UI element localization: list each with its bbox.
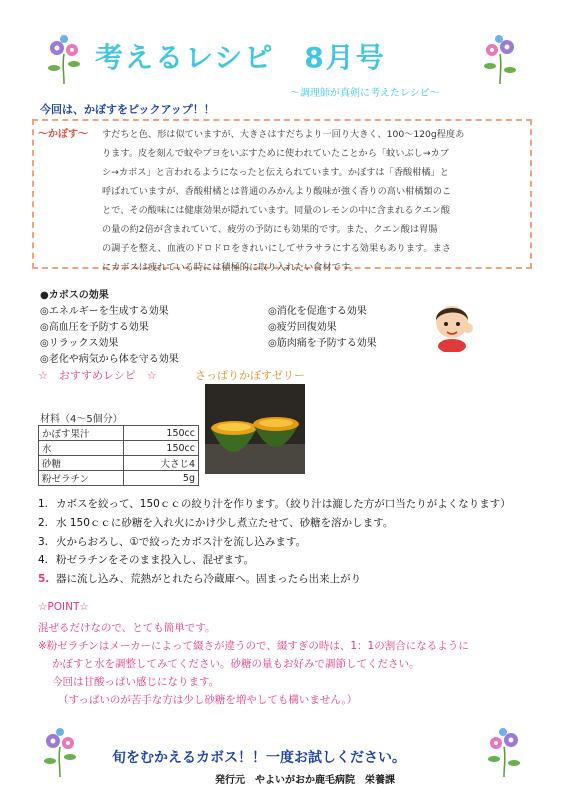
- recipe-name: さっぱりかぼすゼリー: [195, 369, 305, 382]
- step-text: 火からおろし、①で絞ったカボス汁を流し込みます。: [56, 535, 307, 548]
- effect-item: ◎消化を促進する効果: [268, 306, 367, 317]
- point-label: ☆POINT☆: [38, 601, 89, 613]
- material-item: 砂糖: [39, 456, 124, 471]
- point-notes: [38, 619, 548, 709]
- pickup-heading: 今回は、かぼすをピックアップ！！: [40, 103, 215, 116]
- boy-character-icon: [428, 296, 476, 352]
- step-item: [38, 533, 538, 552]
- description-line: すだちと色、形は似ていますが、大きさはすだちより一回り大きく、100～120g程度あ: [102, 129, 465, 140]
- material-amount: 150cc: [124, 441, 199, 456]
- morning-glory-flower-icon: [482, 727, 526, 779]
- effect-item: ◎エネルギーを生成する効果: [40, 306, 169, 317]
- step-text: 水 150ｃｃに砂糖を入れ火にかけ少し煮立たせて、砂糖を溶かします。: [56, 516, 394, 529]
- step-text: 器に流し込み、荒熱がとれたら冷蔵庫へ。固まったら出来上がり: [56, 573, 362, 586]
- step-number: 5.: [38, 573, 50, 586]
- note-line: （すっぱいのが苦手な方は少し砂糖を増やしても構いません。）: [58, 694, 358, 706]
- table-row: [39, 456, 199, 471]
- footer-message: 旬をむかえるカボス！！一度お試しください。: [112, 750, 406, 766]
- step-text: カボスを絞って、150ｃｃの絞り汁を作ります。（絞り汁は漉した方が口当たりがよくなります）: [56, 498, 511, 510]
- effect-item: ◎筋肉痛を予防する効果: [268, 338, 377, 349]
- material-amount: 150cc: [124, 426, 199, 441]
- description-line: とで、その酸味には健康効果が隠れています。同量のレモンの中に含まれるクエン酸: [102, 205, 451, 216]
- materials-table: [38, 425, 199, 486]
- step-text: 粉ゼラチンをそのまま投入し、混ぜます。: [56, 554, 255, 567]
- recipe-steps: [38, 495, 538, 589]
- step-item: [38, 514, 538, 533]
- recommended-recipe-heading: ☆ おすすめレシピ ☆: [38, 369, 157, 382]
- step-number: 4.: [38, 554, 49, 567]
- description-line: 呼ばれていますが、香酸柑橘とは普通のみかんより酸味が強く香りの高い柑橘類のこ: [102, 186, 452, 197]
- step-item: [38, 495, 538, 514]
- table-row: [39, 471, 199, 486]
- description-line: シ→カボス」と言われるようになったと伝えられています。かぼすは「香酸柑橘」と: [102, 167, 449, 178]
- material-item: 粉ゼラチン: [39, 471, 124, 486]
- description-line: ります。皮を刻んで蚊やブヨをいぶすために使われていたことから「蚊いぶし→カブ: [102, 148, 449, 159]
- material-amount: 5g: [124, 471, 199, 486]
- morning-glory-flower-icon: [38, 727, 82, 779]
- morning-glory-flower-icon: [42, 34, 86, 86]
- material-item: かぼす果汁: [39, 426, 124, 441]
- material-amount: 大さじ4: [124, 456, 199, 471]
- publisher: 発行元 やよいがおか鹿毛病院 栄養課: [215, 775, 395, 786]
- effects-heading: ●カボスの効果: [40, 290, 109, 301]
- kabosu-jelly-photo: [205, 384, 305, 474]
- step-item: [38, 570, 538, 589]
- step-item: [38, 551, 538, 570]
- step-number: 3.: [38, 535, 49, 548]
- kabosu-description: [102, 125, 526, 277]
- page-title: 考えるレシピ 8月号: [95, 41, 386, 74]
- effect-item: ◎高血圧を予防する効果: [40, 322, 149, 333]
- materials-title: 材料（4～5個分）: [40, 414, 123, 425]
- description-line: の量の約2倍が含まれていて、疲労の予防にも効果的です。また、クエン酸は胃腸: [102, 224, 438, 235]
- note-line: ※粉ゼラチンはメーカーによって綴さが違うので、綴すぎの時は、1：1の割合になるように: [38, 640, 469, 652]
- effect-item: ◎リラックス効果: [40, 338, 119, 349]
- description-line: の調子を整え、血液のドロドロをきれいにしてサラサラにする効果もあります。まさ: [102, 243, 451, 254]
- step-number: 2.: [38, 516, 49, 529]
- page-subtitle: ～調理師が真剣に考えたレシピ～: [290, 88, 440, 99]
- note-line: 混ぜるだけなので、とても簡単です。: [38, 622, 216, 634]
- kabosu-label: ～かぼす～: [38, 129, 88, 140]
- effect-item: ◎老化や病気から体を守る効果: [40, 354, 179, 365]
- description-line: にカボスは疲れている時には積極的に取り入れたい食材です。: [102, 262, 359, 273]
- morning-glory-flower-icon: [478, 34, 522, 86]
- material-item: 水: [39, 441, 124, 456]
- table-row: [39, 426, 199, 441]
- effect-item: ◎疲労回復効果: [268, 322, 337, 333]
- note-line: かぼすと水を調整してみてください。砂糖の量もお好みで調節してください。: [52, 658, 420, 670]
- note-line: 今回は甘酸っぱい感じになります。: [52, 676, 220, 688]
- table-row: [39, 441, 199, 456]
- step-number: 1.: [38, 498, 49, 510]
